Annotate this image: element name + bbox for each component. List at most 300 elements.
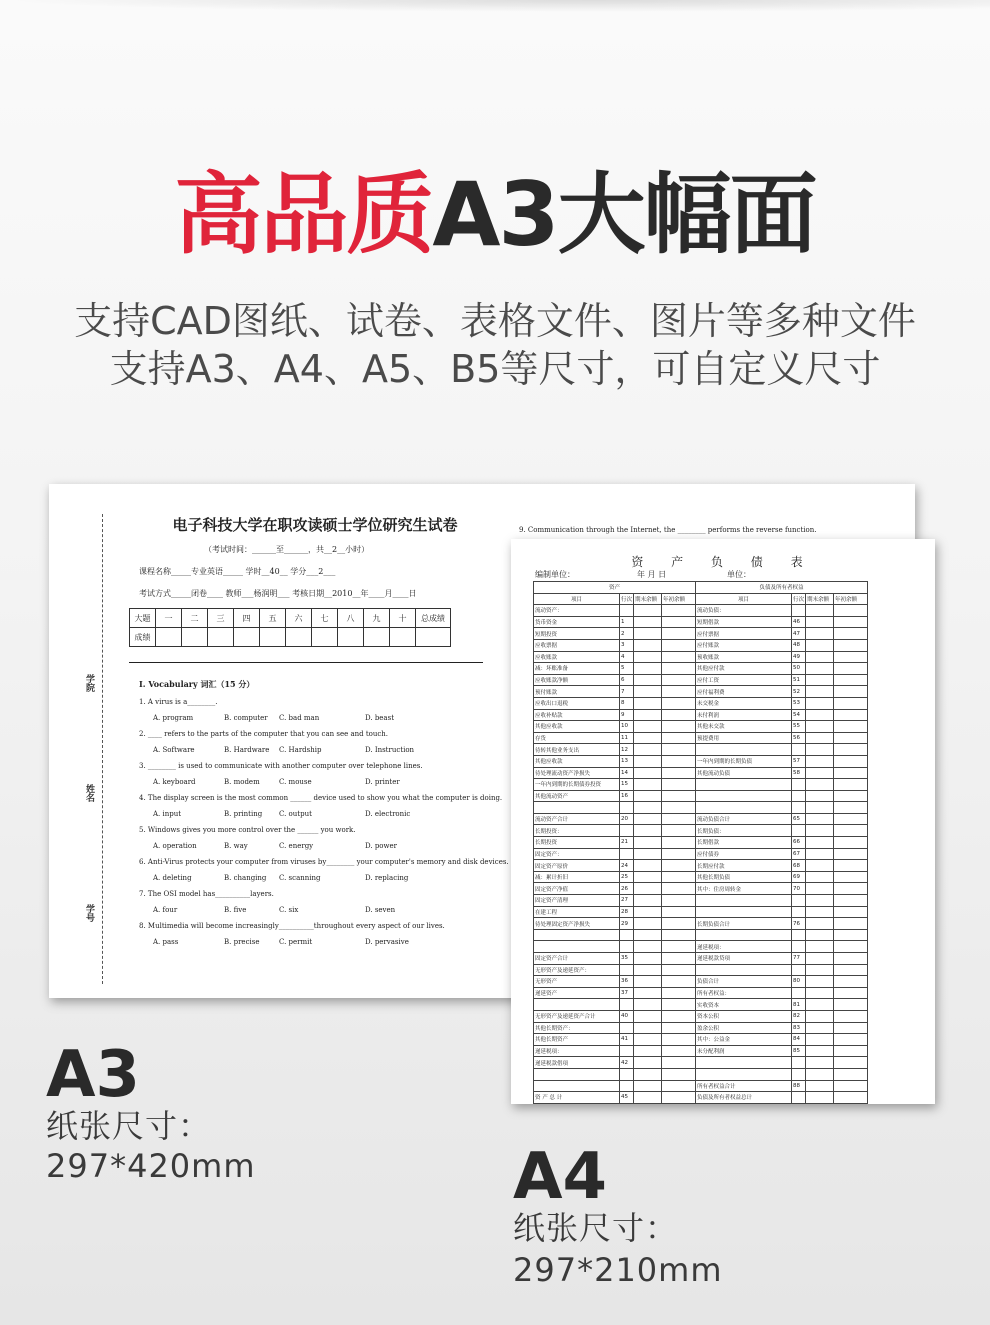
asset-item: 在建工程 bbox=[534, 906, 620, 918]
balance-row bbox=[534, 732, 868, 744]
liability-line-no: 52 bbox=[792, 686, 806, 698]
liability-begin bbox=[834, 779, 868, 791]
liability-end bbox=[806, 686, 834, 698]
asset-item: 短期投资 bbox=[534, 628, 620, 640]
col-begin: 年初余额 bbox=[662, 593, 696, 605]
asset-item: 其他流动资产 bbox=[534, 790, 620, 802]
liability-item bbox=[696, 1068, 792, 1080]
liability-line-no: 81 bbox=[792, 999, 806, 1011]
asset-end bbox=[634, 639, 662, 651]
liability-begin bbox=[834, 663, 868, 675]
liability-end bbox=[806, 987, 834, 999]
liability-end bbox=[806, 639, 834, 651]
liability-item: 长期负债： bbox=[696, 825, 792, 837]
question-option: A. four bbox=[153, 906, 178, 914]
liability-begin bbox=[834, 651, 868, 663]
liability-begin bbox=[834, 709, 868, 721]
liability-begin bbox=[834, 929, 868, 941]
liability-end bbox=[806, 976, 834, 988]
liability-line-no: 50 bbox=[792, 663, 806, 675]
asset-begin bbox=[662, 744, 696, 756]
liability-begin bbox=[834, 697, 868, 709]
asset-begin bbox=[662, 767, 696, 779]
question-option: C. six bbox=[279, 906, 299, 914]
asset-line-no: 8 bbox=[620, 697, 634, 709]
liability-begin bbox=[834, 976, 868, 988]
asset-begin bbox=[662, 837, 696, 849]
asset-end bbox=[634, 779, 662, 791]
question-option: B. precise bbox=[224, 938, 260, 946]
liability-line-no bbox=[792, 744, 806, 756]
binding-label-id: 学号 bbox=[84, 904, 94, 922]
asset-line-no: 36 bbox=[620, 976, 634, 988]
liability-line-no bbox=[792, 1068, 806, 1080]
a4-size-label: A4 bbox=[513, 1140, 608, 1214]
liability-end bbox=[806, 837, 834, 849]
liability-item bbox=[696, 929, 792, 941]
liability-line-no: 68 bbox=[792, 860, 806, 872]
liability-line-no bbox=[792, 1092, 806, 1104]
score-header: 六 bbox=[286, 609, 312, 628]
liability-line-no: 58 bbox=[792, 767, 806, 779]
balance-row bbox=[534, 1068, 868, 1080]
asset-begin bbox=[662, 709, 696, 721]
asset-begin bbox=[662, 1010, 696, 1022]
right-question: 9. Communication through the Internet, the ________ performs the reverse function. bbox=[519, 526, 817, 534]
subtitle-line-1: 支持CAD图纸、试卷、表格文件、图片等多种文件 bbox=[74, 299, 916, 343]
liability-item: 应付账款 bbox=[696, 639, 792, 651]
liability-end bbox=[806, 999, 834, 1011]
liability-item bbox=[696, 1057, 792, 1069]
question-option: D. seven bbox=[365, 906, 396, 914]
asset-end bbox=[634, 1045, 662, 1057]
asset-line-no: 7 bbox=[620, 686, 634, 698]
liability-begin bbox=[834, 1010, 868, 1022]
liability-line-no bbox=[792, 790, 806, 802]
asset-line-no: 2 bbox=[620, 628, 634, 640]
liability-line-no: 56 bbox=[792, 732, 806, 744]
balance-row bbox=[534, 906, 868, 918]
liability-item: 应付工资 bbox=[696, 674, 792, 686]
liability-item: 盈余公积 bbox=[696, 1022, 792, 1034]
question-option: D. electronic bbox=[365, 810, 411, 818]
liability-begin bbox=[834, 999, 868, 1011]
liability-line-no: 49 bbox=[792, 651, 806, 663]
asset-line-no: 1 bbox=[620, 616, 634, 628]
liability-end bbox=[806, 929, 834, 941]
liability-item: 流动负债： bbox=[696, 605, 792, 617]
asset-begin bbox=[662, 663, 696, 675]
liability-line-no: 65 bbox=[792, 813, 806, 825]
asset-begin bbox=[662, 755, 696, 767]
asset-line-no: 16 bbox=[620, 790, 634, 802]
col-end: 期末余额 bbox=[806, 593, 834, 605]
balance-row bbox=[534, 883, 868, 895]
balance-row bbox=[534, 929, 868, 941]
liability-item: 应付票据 bbox=[696, 628, 792, 640]
exam-time: （考试时间：______至______，共__2__小时） bbox=[204, 545, 370, 554]
question-option: C. scanning bbox=[279, 874, 321, 882]
score-header: 二 bbox=[182, 609, 208, 628]
liability-item: 一年内到期的长期负债 bbox=[696, 755, 792, 767]
asset-line-no: 27 bbox=[620, 895, 634, 907]
liability-item: 流动负债合计 bbox=[696, 813, 792, 825]
question-option: D. printer bbox=[365, 778, 400, 786]
balance-row bbox=[534, 1022, 868, 1034]
asset-end bbox=[634, 686, 662, 698]
col-end: 期末余额 bbox=[634, 593, 662, 605]
question-option: C. permit bbox=[279, 938, 313, 946]
asset-line-no: 5 bbox=[620, 663, 634, 675]
score-header: 八 bbox=[338, 609, 364, 628]
asset-line-no: 9 bbox=[620, 709, 634, 721]
question-option: B. way bbox=[224, 842, 248, 850]
liability-end bbox=[806, 1045, 834, 1057]
liability-line-no bbox=[792, 1057, 806, 1069]
asset-item: 待处理流动资产净损失 bbox=[534, 767, 620, 779]
asset-item: 预付账款 bbox=[534, 686, 620, 698]
liability-end bbox=[806, 790, 834, 802]
asset-begin bbox=[662, 732, 696, 744]
asset-end bbox=[634, 674, 662, 686]
asset-begin bbox=[662, 605, 696, 617]
question-option: B. modem bbox=[224, 778, 260, 786]
asset-end bbox=[634, 721, 662, 733]
liability-end bbox=[806, 605, 834, 617]
liability-item: 资本公积 bbox=[696, 1010, 792, 1022]
head-assets: 资产 bbox=[534, 582, 696, 594]
liability-item: 应付债券 bbox=[696, 848, 792, 860]
liability-begin bbox=[834, 721, 868, 733]
liability-line-no bbox=[792, 779, 806, 791]
liability-item: 其中：公益金 bbox=[696, 1034, 792, 1046]
asset-line-no bbox=[620, 929, 634, 941]
liability-item: 负债及所有者权益总计 bbox=[696, 1092, 792, 1104]
liability-end bbox=[806, 860, 834, 872]
headline-dark: A3大幅面 bbox=[432, 163, 816, 266]
asset-end bbox=[634, 871, 662, 883]
liability-item: 负债合计 bbox=[696, 976, 792, 988]
liability-line-no: 70 bbox=[792, 883, 806, 895]
a4-sample-paper bbox=[511, 539, 935, 1104]
balance-row bbox=[534, 628, 868, 640]
liability-line-no bbox=[792, 987, 806, 999]
balance-row bbox=[534, 1034, 868, 1046]
liability-begin bbox=[834, 1057, 868, 1069]
asset-end bbox=[634, 628, 662, 640]
score-header: 五 bbox=[260, 609, 286, 628]
balance-row bbox=[534, 767, 868, 779]
asset-begin bbox=[662, 1080, 696, 1092]
liability-end bbox=[806, 895, 834, 907]
asset-line-no: 20 bbox=[620, 813, 634, 825]
asset-item: 减：坏账准备 bbox=[534, 663, 620, 675]
score-header: 十 bbox=[390, 609, 416, 628]
headline bbox=[0, 160, 990, 270]
asset-begin bbox=[662, 651, 696, 663]
asset-line-no bbox=[620, 1022, 634, 1034]
asset-begin bbox=[662, 964, 696, 976]
asset-line-no: 45 bbox=[620, 1092, 634, 1104]
head-liabilities: 负债及所有者权益 bbox=[696, 582, 868, 594]
liability-begin bbox=[834, 767, 868, 779]
balance-row bbox=[534, 953, 868, 965]
liability-line-no: 55 bbox=[792, 721, 806, 733]
score-header: 一 bbox=[156, 609, 182, 628]
question-text: 3. ________ is used to communicate with another computer over telephone lines. bbox=[139, 762, 423, 770]
binding-label-name: 姓名 bbox=[84, 784, 94, 802]
liability-line-no bbox=[792, 906, 806, 918]
asset-begin bbox=[662, 721, 696, 733]
asset-begin bbox=[662, 802, 696, 814]
asset-begin bbox=[662, 1045, 696, 1057]
asset-line-no: 14 bbox=[620, 767, 634, 779]
asset-end bbox=[634, 999, 662, 1011]
asset-line-no bbox=[620, 1045, 634, 1057]
asset-begin bbox=[662, 848, 696, 860]
liability-end bbox=[806, 755, 834, 767]
liability-end bbox=[806, 767, 834, 779]
question-text: 4. The display screen is the most common ______ device used to show you what the computer is doing. bbox=[139, 794, 503, 802]
liability-begin bbox=[834, 790, 868, 802]
liability-end bbox=[806, 825, 834, 837]
asset-item: 货币资金 bbox=[534, 616, 620, 628]
asset-item bbox=[534, 929, 620, 941]
liability-item bbox=[696, 790, 792, 802]
asset-line-no bbox=[620, 825, 634, 837]
asset-begin bbox=[662, 941, 696, 953]
balance-row bbox=[534, 755, 868, 767]
liability-end bbox=[806, 1057, 834, 1069]
liability-end bbox=[806, 906, 834, 918]
liability-end bbox=[806, 616, 834, 628]
asset-begin bbox=[662, 628, 696, 640]
liability-line-no: 66 bbox=[792, 837, 806, 849]
liability-begin bbox=[834, 883, 868, 895]
balance-row bbox=[534, 790, 868, 802]
asset-item: 长期投资 bbox=[534, 837, 620, 849]
asset-item: 应收账款 bbox=[534, 651, 620, 663]
liability-end bbox=[806, 1080, 834, 1092]
liability-begin bbox=[834, 1068, 868, 1080]
asset-line-no: 10 bbox=[620, 721, 634, 733]
liability-item: 所有者权益合计 bbox=[696, 1080, 792, 1092]
col-item: 项目 bbox=[696, 593, 792, 605]
asset-line-no: 41 bbox=[620, 1034, 634, 1046]
liability-begin bbox=[834, 895, 868, 907]
a3-dimensions: 297*420mm bbox=[46, 1147, 256, 1185]
liability-line-no bbox=[792, 964, 806, 976]
liability-line-no bbox=[792, 941, 806, 953]
balance-row bbox=[534, 837, 868, 849]
binding-line bbox=[102, 514, 103, 984]
score-header: 大题 bbox=[130, 609, 156, 628]
liability-begin bbox=[834, 964, 868, 976]
liability-begin bbox=[834, 639, 868, 651]
asset-end bbox=[634, 987, 662, 999]
asset-begin bbox=[662, 813, 696, 825]
liability-line-no: 84 bbox=[792, 1034, 806, 1046]
liability-item: 长期负债合计 bbox=[696, 918, 792, 930]
question-option: B. five bbox=[224, 906, 247, 914]
question-option: D. Instruction bbox=[365, 746, 415, 754]
asset-item: 固定资产清理 bbox=[534, 895, 620, 907]
question-text: 7. The OSI model has__________layers. bbox=[139, 890, 274, 898]
liability-end bbox=[806, 674, 834, 686]
liability-item bbox=[696, 964, 792, 976]
balance-row bbox=[534, 941, 868, 953]
liability-begin bbox=[834, 953, 868, 965]
asset-end bbox=[634, 953, 662, 965]
asset-end bbox=[634, 802, 662, 814]
liability-begin bbox=[834, 813, 868, 825]
asset-end bbox=[634, 1022, 662, 1034]
liability-end bbox=[806, 744, 834, 756]
liability-end bbox=[806, 1092, 834, 1104]
liability-item: 长期借款 bbox=[696, 837, 792, 849]
asset-end bbox=[634, 732, 662, 744]
liability-begin bbox=[834, 1045, 868, 1057]
asset-begin bbox=[662, 790, 696, 802]
liability-item: 未分配利润 bbox=[696, 1045, 792, 1057]
asset-line-no bbox=[620, 999, 634, 1011]
liability-item bbox=[696, 906, 792, 918]
liability-begin bbox=[834, 987, 868, 999]
asset-begin bbox=[662, 686, 696, 698]
balance-row bbox=[534, 605, 868, 617]
liability-line-no: 67 bbox=[792, 848, 806, 860]
asset-end bbox=[634, 883, 662, 895]
asset-item: 递延资产 bbox=[534, 987, 620, 999]
liability-begin bbox=[834, 906, 868, 918]
balance-row bbox=[534, 639, 868, 651]
question-option: B. Hardware bbox=[224, 746, 270, 754]
liability-line-no: 48 bbox=[792, 639, 806, 651]
liability-end bbox=[806, 663, 834, 675]
asset-item: 递延税项： bbox=[534, 1045, 620, 1057]
asset-end bbox=[634, 697, 662, 709]
col-no: 行次 bbox=[620, 593, 634, 605]
liability-item: 未交税金 bbox=[696, 697, 792, 709]
asset-end bbox=[634, 929, 662, 941]
exam-title: 电子科技大学在职攻读硕士学位研究生试卷 bbox=[172, 516, 458, 534]
col-no: 行次 bbox=[792, 593, 806, 605]
balance-row bbox=[534, 895, 868, 907]
liability-end bbox=[806, 628, 834, 640]
question-option: A. pass bbox=[153, 938, 179, 946]
asset-end bbox=[634, 1092, 662, 1104]
asset-item: 存货 bbox=[534, 732, 620, 744]
balance-row bbox=[534, 848, 868, 860]
question-option: A. input bbox=[153, 810, 182, 818]
asset-line-no: 6 bbox=[620, 674, 634, 686]
asset-end bbox=[634, 651, 662, 663]
question-option: D. pervasive bbox=[365, 938, 409, 946]
asset-end bbox=[634, 790, 662, 802]
liability-end bbox=[806, 1068, 834, 1080]
asset-line-no: 40 bbox=[620, 1010, 634, 1022]
balance-row bbox=[534, 1080, 868, 1092]
asset-line-no: 25 bbox=[620, 871, 634, 883]
asset-end bbox=[634, 663, 662, 675]
asset-item: 其他应收款 bbox=[534, 721, 620, 733]
asset-end bbox=[634, 767, 662, 779]
question-option: A. keyboard bbox=[153, 778, 196, 786]
asset-end bbox=[634, 837, 662, 849]
asset-begin bbox=[662, 953, 696, 965]
liability-item: 所有者权益： bbox=[696, 987, 792, 999]
question-option: A. operation bbox=[153, 842, 197, 850]
liability-end bbox=[806, 813, 834, 825]
liability-begin bbox=[834, 605, 868, 617]
meta-unit-right: 单位： bbox=[727, 570, 751, 579]
liability-end bbox=[806, 871, 834, 883]
asset-line-no bbox=[620, 802, 634, 814]
liability-end bbox=[806, 941, 834, 953]
asset-end bbox=[634, 1010, 662, 1022]
liability-line-no bbox=[792, 929, 806, 941]
asset-begin bbox=[662, 674, 696, 686]
asset-line-no: 24 bbox=[620, 860, 634, 872]
asset-end bbox=[634, 755, 662, 767]
asset-item: 应收账款净额 bbox=[534, 674, 620, 686]
asset-end bbox=[634, 744, 662, 756]
asset-item: 待处理固定资产净损失 bbox=[534, 918, 620, 930]
liability-item bbox=[696, 779, 792, 791]
exam-row-1: 课程名称_____专业英语_____ 学时__40__ 学分___2___ bbox=[139, 567, 336, 576]
asset-begin bbox=[662, 987, 696, 999]
liability-begin bbox=[834, 674, 868, 686]
liability-begin bbox=[834, 1080, 868, 1092]
question-option: D. power bbox=[365, 842, 397, 850]
liability-item: 未付利润 bbox=[696, 709, 792, 721]
col-item: 项目 bbox=[534, 593, 620, 605]
balance-row bbox=[534, 987, 868, 999]
asset-line-no: 12 bbox=[620, 744, 634, 756]
liability-line-no: 46 bbox=[792, 616, 806, 628]
liability-end bbox=[806, 779, 834, 791]
asset-item: 应收票据 bbox=[534, 639, 620, 651]
liability-begin bbox=[834, 1034, 868, 1046]
balance-row bbox=[534, 686, 868, 698]
asset-line-no: 4 bbox=[620, 651, 634, 663]
liability-line-no: 82 bbox=[792, 1010, 806, 1022]
asset-line-no: 37 bbox=[620, 987, 634, 999]
liability-end bbox=[806, 953, 834, 965]
asset-item: 固定资产原价 bbox=[534, 860, 620, 872]
score-row-label: 成绩 bbox=[130, 628, 156, 647]
asset-line-no: 21 bbox=[620, 837, 634, 849]
liability-begin bbox=[834, 744, 868, 756]
liability-item: 其他流动负债 bbox=[696, 767, 792, 779]
subtitle-line-2: 支持A3、A4、A5、B5等尺寸，可自定义尺寸 bbox=[109, 347, 881, 391]
liability-line-no: 54 bbox=[792, 709, 806, 721]
score-header: 四 bbox=[234, 609, 260, 628]
asset-line-no bbox=[620, 1068, 634, 1080]
asset-item: 减：累计折旧 bbox=[534, 871, 620, 883]
asset-item: 其他长期资产 bbox=[534, 1034, 620, 1046]
balance-row bbox=[534, 1045, 868, 1057]
liability-item bbox=[696, 895, 792, 907]
asset-end bbox=[634, 616, 662, 628]
balance-row bbox=[534, 964, 868, 976]
balance-row bbox=[534, 802, 868, 814]
asset-begin bbox=[662, 895, 696, 907]
asset-item: 待转其他业务支出 bbox=[534, 744, 620, 756]
balance-row bbox=[534, 697, 868, 709]
liability-line-no: 53 bbox=[792, 697, 806, 709]
asset-end bbox=[634, 605, 662, 617]
